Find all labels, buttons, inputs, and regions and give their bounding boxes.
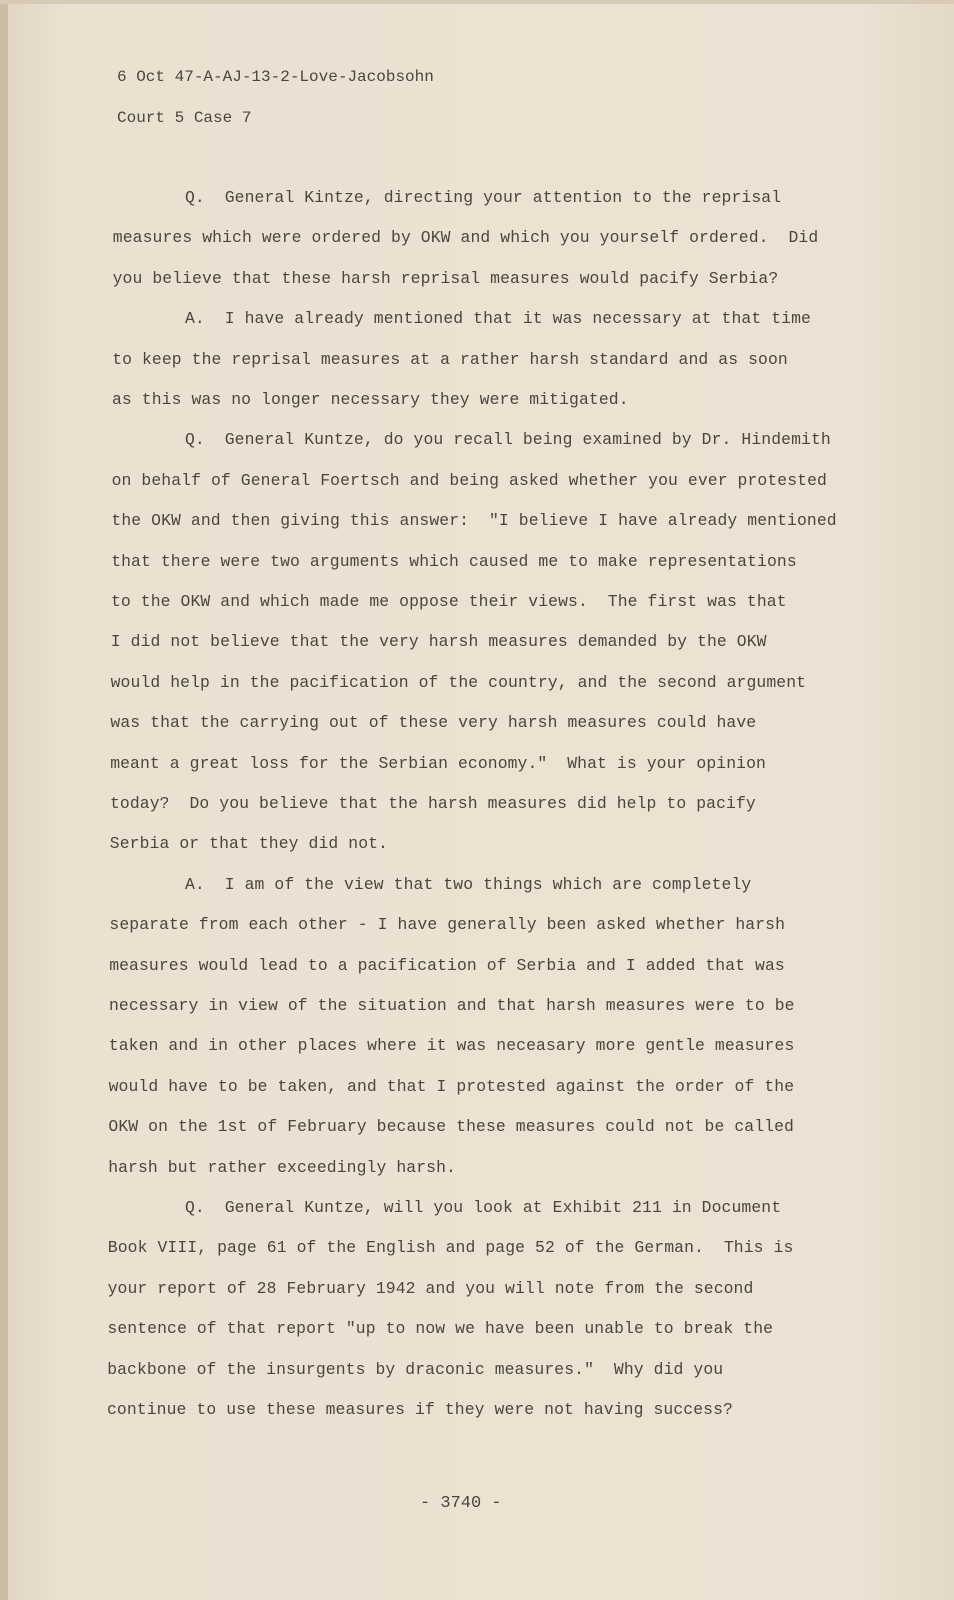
transcript-line: Q. General Kuntze, do you recall being examined by Dr. Hindemith: [185, 430, 831, 450]
transcript-line: Book VIII, page 61 of the English and page 52 of the German. This is: [107, 1238, 794, 1258]
transcript-line: Q. General Kuntze, will you look at Exhibit 211 in Document: [185, 1198, 782, 1217]
transcript-line: on behalf of General Foertsch and being asked whether you ever protested: [111, 470, 827, 490]
transcript-line: harsh but rather exceedingly harsh.: [108, 1157, 456, 1177]
page-number: - 3740 -: [420, 1494, 502, 1513]
transcript-line: backbone of the insurgents by draconic measures." Why did you: [107, 1359, 724, 1379]
transcript-line: meant a great loss for the Serbian economy." What is your opinion: [110, 753, 766, 773]
transcript-line: continue to use these measures if they were not having success?: [107, 1400, 733, 1419]
transcript-line: to the OKW and which made me oppose their views. The first was that: [111, 592, 787, 611]
header-reference: 6 Oct 47-A-AJ-13-2-Love-Jacobsohn: [117, 68, 434, 86]
transcript-line: you believe that these harsh reprisal measures would pacify Serbia?: [112, 268, 779, 288]
transcript-line: Serbia or that they did not.: [109, 834, 389, 854]
transcript-line: would have to be taken, and that I protested against the order of the: [108, 1076, 795, 1096]
transcript-line: OKW on the 1st of February because these measures could not be called: [108, 1117, 794, 1137]
transcript-line: as this was no longer necessary they were mitigated.: [112, 390, 629, 409]
page-top-edge: [0, 0, 954, 4]
transcript-line: was that the carrying out of these very harsh measures could have: [110, 713, 757, 733]
transcript-line: that there were two arguments which caused me to make representations: [111, 551, 797, 571]
transcript-line: A. I am of the view that two things which are completely: [185, 874, 752, 894]
header-court-case: Court 5 Case 7: [117, 109, 252, 127]
transcript-line: taken and in other places where it was neceasary more gentle measures: [108, 1036, 795, 1056]
transcript-line: measures which were ordered by OKW and which you yourself ordered. Did: [112, 228, 819, 248]
transcript-line: sentence of that report "up to now we have been unable to break the: [107, 1319, 774, 1339]
transcript-line: would help in the pacification of the country, and the second argument: [110, 672, 807, 692]
transcript-line: to keep the reprisal measures at a rather harsh standard and as soon: [112, 349, 788, 369]
transcript-line: today? Do you believe that the harsh measures did help to pacify: [110, 794, 756, 813]
transcript-line: I did not believe that the very harsh measures demanded by the OKW: [110, 632, 767, 652]
transcript-line: the OKW and then giving this answer: "I believe I have already mentioned: [111, 511, 837, 531]
transcript-line: separate from each other - I have generally been asked whether harsh: [109, 915, 786, 935]
transcript-line: your report of 28 February 1942 and you will note from the second: [107, 1278, 754, 1298]
transcript-line: measures would lead to a pacification of Serbia and I added that was: [109, 955, 785, 975]
transcript-line: A. I have already mentioned that it was necessary at that time: [185, 309, 811, 329]
transcript-line: necessary in view of the situation and that harsh measures were to be: [109, 996, 795, 1015]
page-edge: [0, 0, 8, 1600]
transcript-line: Q. General Kintze, directing your attention to the reprisal: [185, 188, 782, 207]
